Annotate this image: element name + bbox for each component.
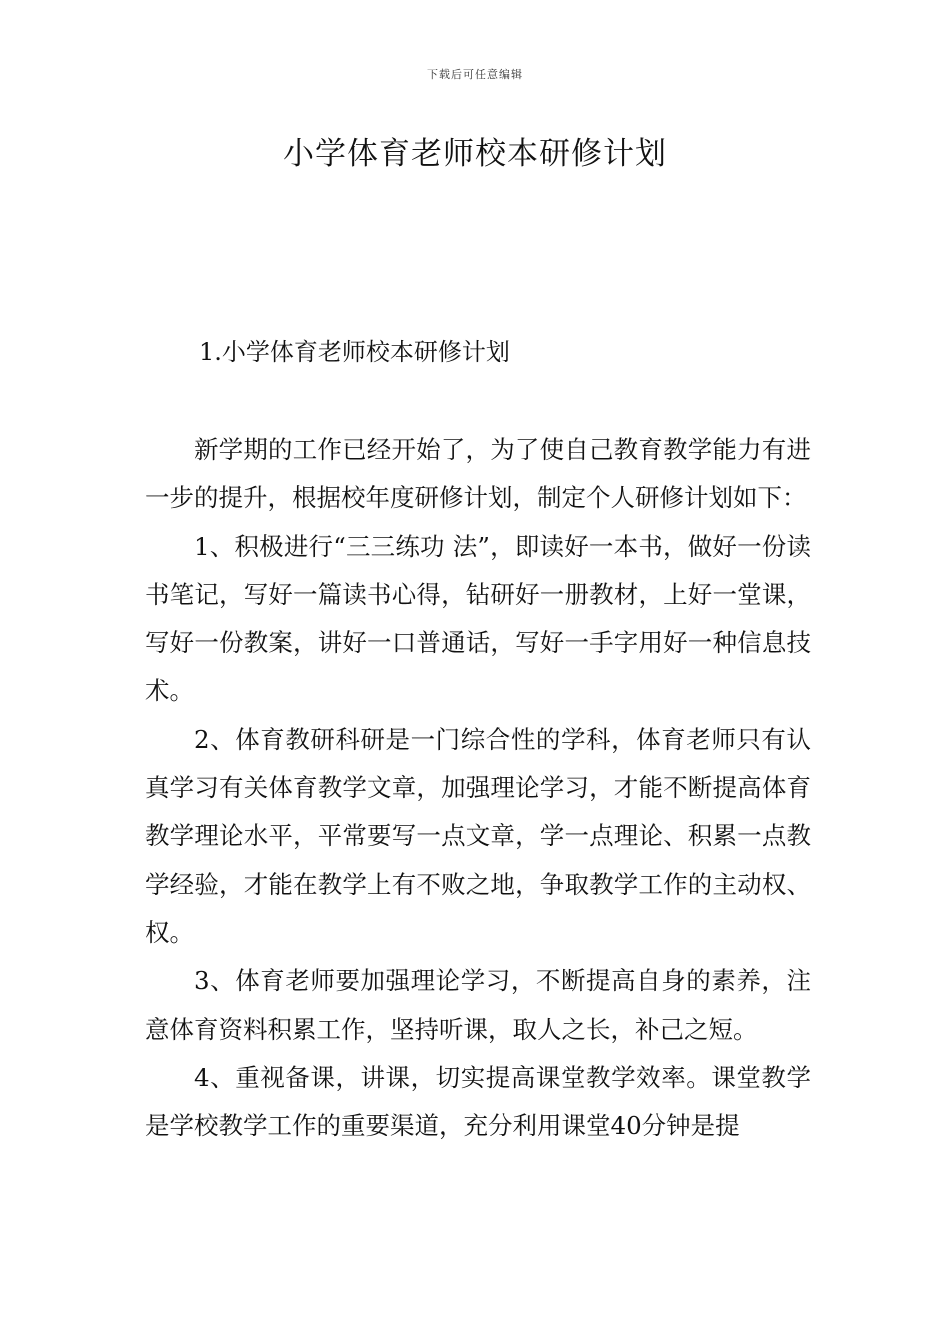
document-title: 小学体育老师校本研修计划 [283,136,667,172]
paragraph-item-3: 3、体育老师要加强理论学习，不断提高自身的素养，注意体育资料积累工作，坚持听课，取人之长，补己之短。 [145,966,811,1044]
paragraph-intro: 新学期的工作已经开始了，为了使自己教育教学能力有进一步的提升，根据校年度研修计划，制定个人研修计划如下： [145,435,811,513]
header-note: 下载后可任意编辑 [427,68,523,81]
paragraph-item-1: 1、积极进行“三三练功 法”，即读好一本书，做好一份读书笔记，写好一篇读书心得，钻研好一册教材，上好一堂课，写好一份教案，讲好一口普通话，写好一手字用好一种信息技术。 [145,531,811,706]
section-heading: 1.小学体育老师校本研修计划 [199,338,510,366]
document-body [145,426,811,1150]
paragraph-item-2: 2、体育教研科研是一门综合性的学科，体育老师只有认真学习有关体育教学文章，加强理论学习，才能不断提高体育教学理论水平，平常要写一点文章，学一点理论、积累一点教学经验，才能在教学上有不败之地，争取教学工作的主动权、权。 [145,724,811,947]
paragraph-item-4: 4、重视备课，讲课，切实提高课堂教学效率。课堂教学是学校教学工作的重要渠道，充分利用课堂40分钟是提 [145,1062,811,1141]
